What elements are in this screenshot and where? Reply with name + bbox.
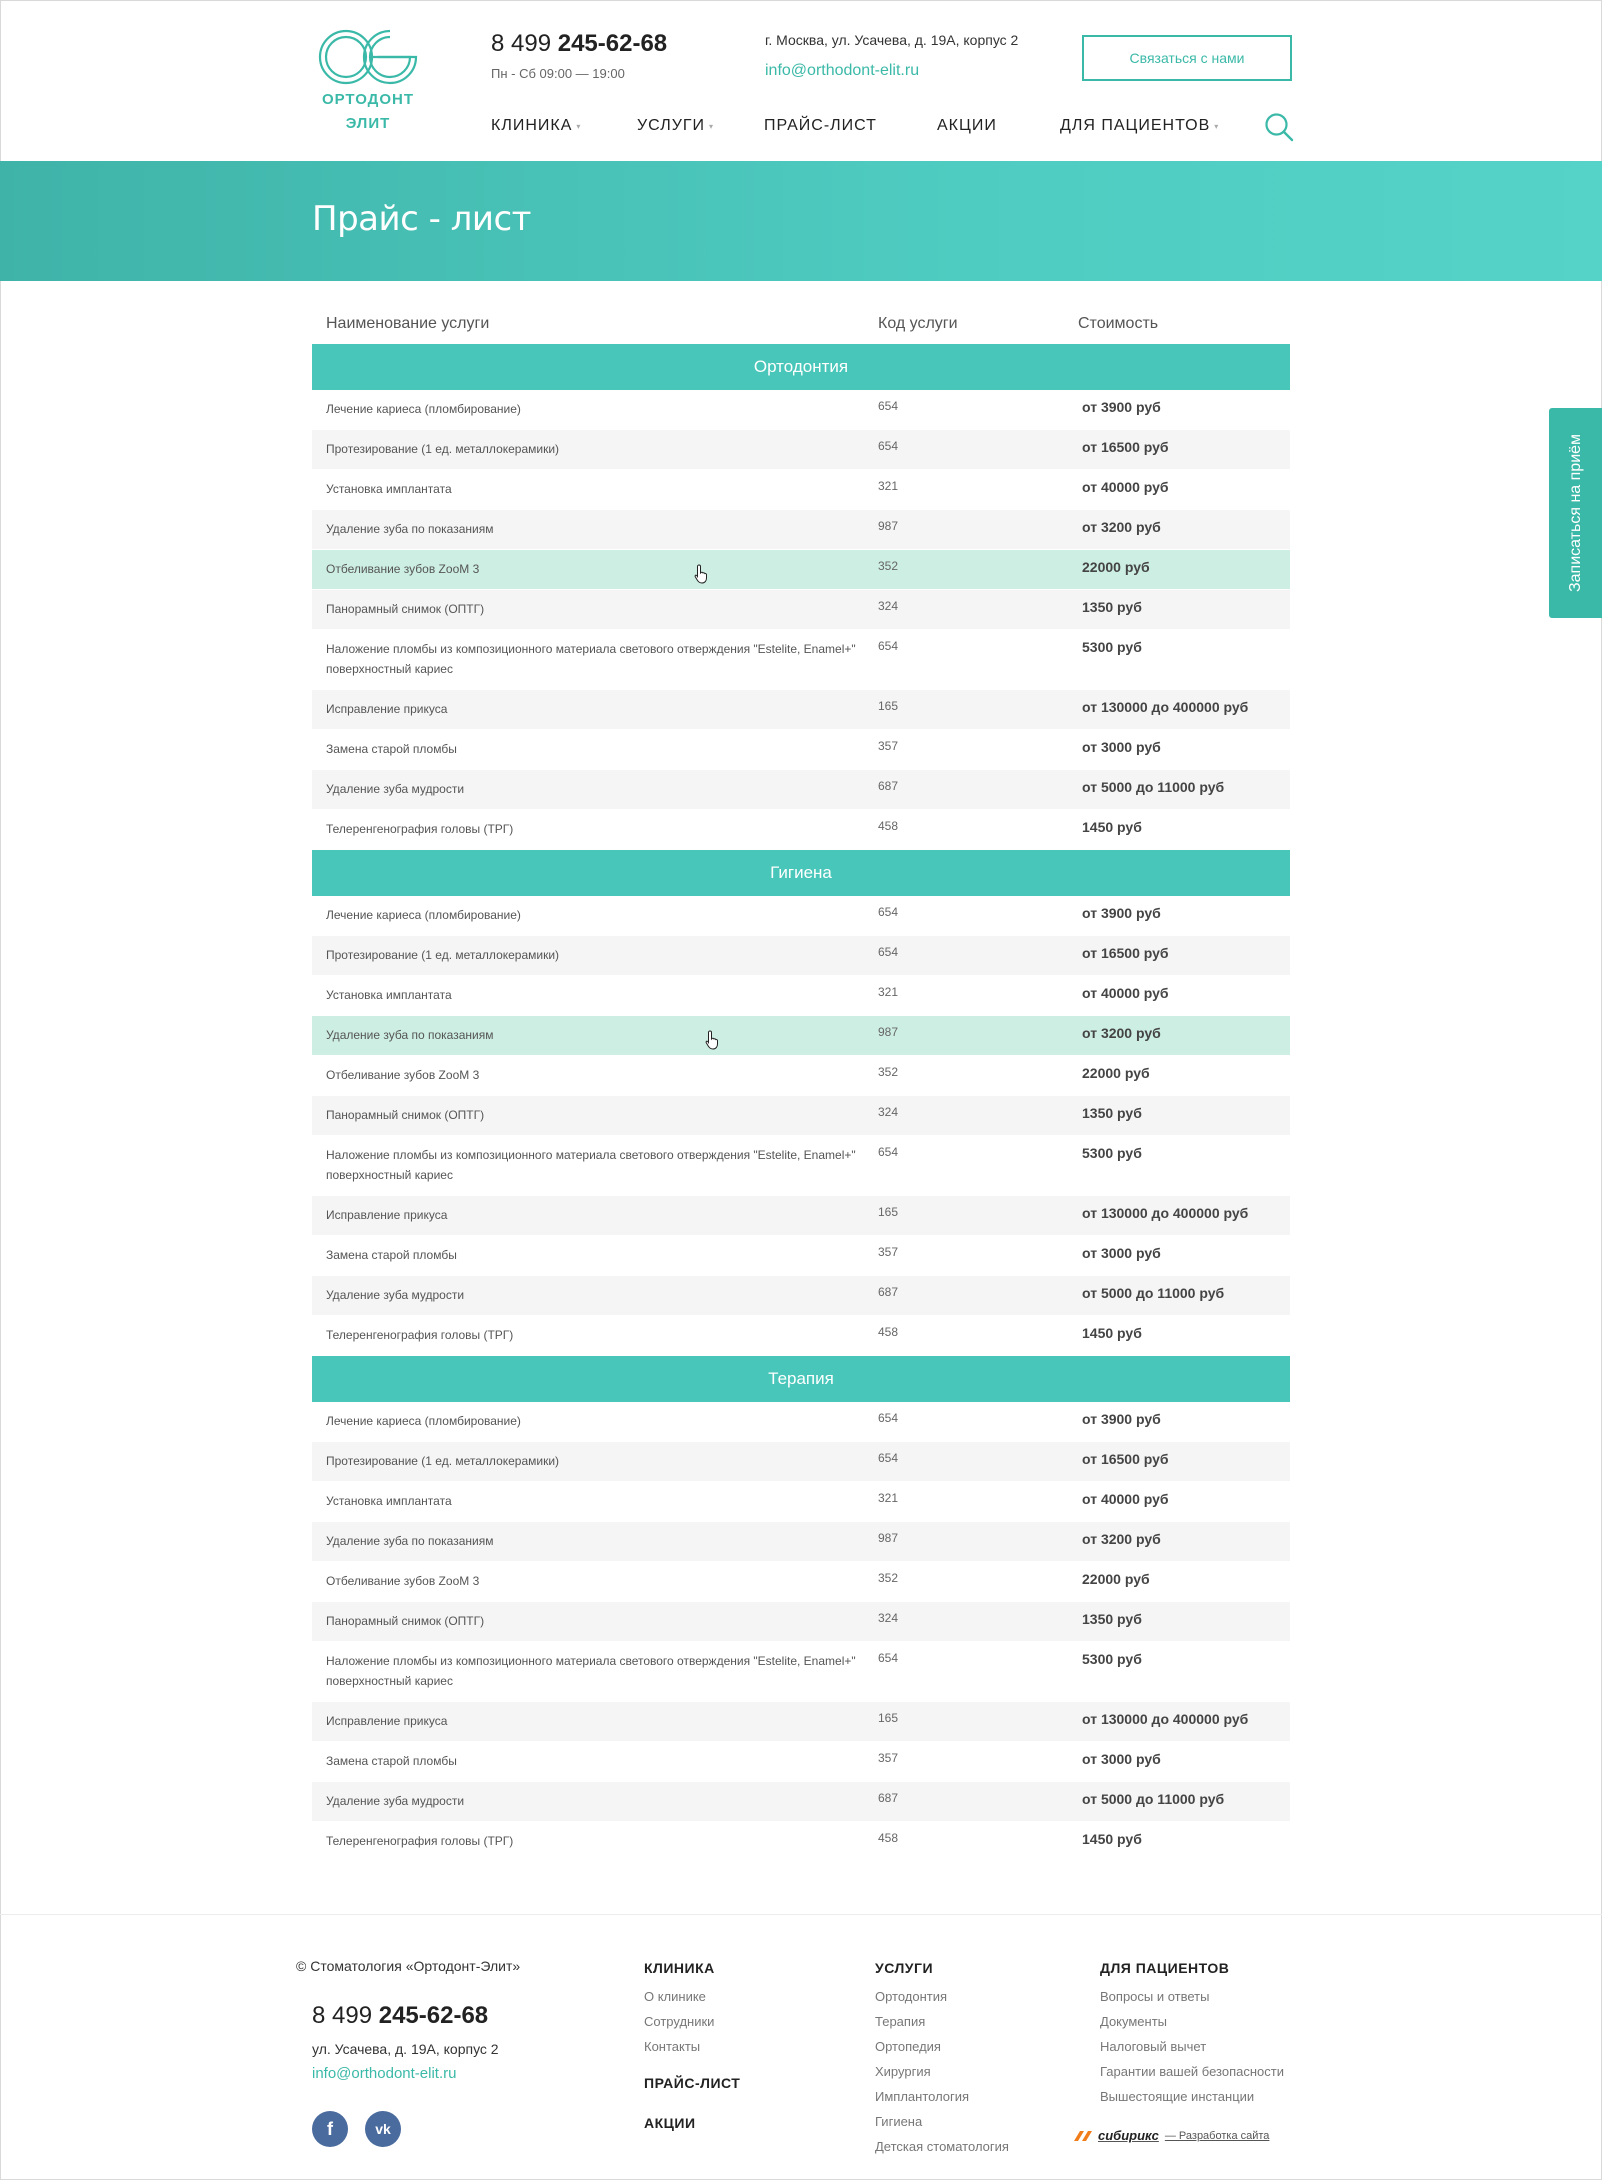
book-appointment-label: Записаться на приём	[1566, 433, 1584, 593]
footer-phone-prefix: 8 499	[312, 2002, 373, 2029]
service-price: 22000 руб	[1082, 1571, 1150, 1587]
nav-label: ДЛЯ ПАЦИЕНТОВ	[1060, 117, 1211, 134]
footer-link[interactable]: Гигиена	[875, 2114, 923, 2129]
table-row[interactable]	[312, 430, 1290, 470]
service-name: Удаление зуба мудрости	[326, 1288, 465, 1302]
footer-phone-number: 245-62-68	[378, 2002, 489, 2029]
table-row[interactable]	[312, 1482, 1290, 1522]
developer-text: — Разработка сайта	[1164, 2129, 1270, 2142]
footer-promotions-link[interactable]: АКЦИИ	[644, 2115, 696, 2131]
nav-item-patients[interactable]	[1060, 117, 1219, 135]
service-name: Панорамный снимок (ОПТГ)	[326, 602, 485, 616]
footer-link[interactable]: Вышестоящие инстанции	[1100, 2089, 1255, 2104]
table-row[interactable]	[312, 770, 1290, 810]
service-code: 987	[878, 519, 899, 533]
service-price: от 16500 руб	[1082, 945, 1169, 961]
search-icon	[1264, 112, 1294, 142]
nav-item-pricelist[interactable]	[764, 117, 937, 135]
footer-link[interactable]: Вопросы и ответы	[1100, 1989, 1210, 2004]
service-code: 987	[878, 1025, 899, 1039]
table-row[interactable]	[312, 510, 1290, 550]
nav-label: КЛИНИКА	[491, 117, 573, 134]
column-header-price: Стоимость	[1078, 314, 1159, 332]
header-address: г. Москва, ул. Усачева, д. 19А, корпус 2	[765, 32, 1019, 48]
nav-label: УСЛУГИ	[637, 117, 706, 134]
table-row[interactable]	[312, 1402, 1290, 1442]
table-row[interactable]	[312, 1056, 1290, 1096]
service-code: 324	[878, 1611, 899, 1625]
service-name: Телеренгенография головы (ТРГ)	[326, 1834, 514, 1848]
contact-us-button[interactable]: Связаться с нами	[1082, 35, 1292, 81]
service-code: 357	[878, 739, 899, 753]
footer-col-services	[875, 1960, 1009, 2159]
logo-name-line1: ОРТОДОНТ	[321, 91, 415, 108]
service-code: 324	[878, 599, 899, 613]
footer-address: ул. Усачева, д. 19А, корпус 2	[312, 2041, 499, 2057]
logo-icon	[316, 26, 420, 88]
service-price: 5300 руб	[1082, 1145, 1142, 1161]
service-price: от 3000 руб	[1082, 1751, 1161, 1767]
service-price: от 3900 руб	[1082, 399, 1161, 415]
service-price: от 3900 руб	[1082, 905, 1161, 921]
service-name: Протезирование (1 ед. металлокерамики)	[326, 1454, 560, 1468]
service-code: 352	[878, 1065, 899, 1079]
table-row[interactable]	[312, 1602, 1290, 1642]
service-name: Протезирование (1 ед. металлокерамики)	[326, 948, 560, 962]
table-row[interactable]	[312, 1642, 1290, 1702]
table-row[interactable]	[312, 896, 1290, 936]
header-phone[interactable]	[491, 30, 667, 58]
table-row[interactable]	[312, 1096, 1290, 1136]
service-price: 5300 руб	[1082, 639, 1142, 655]
table-row[interactable]	[312, 1236, 1290, 1276]
service-code: 687	[878, 1791, 899, 1805]
service-code: 321	[878, 479, 899, 493]
service-price: 1450 руб	[1082, 1831, 1142, 1847]
table-row[interactable]	[312, 470, 1290, 510]
service-name: Удаление зуба по показаниям	[326, 522, 494, 536]
service-price: от 130000 до 400000 руб	[1082, 1205, 1249, 1221]
footer-link[interactable]: Гарантии вашей безопасности	[1100, 2064, 1284, 2079]
working-hours: Пн - Сб 09:00 — 19:00	[491, 66, 625, 81]
section-rows	[312, 896, 1290, 1356]
service-name: Лечение кариеса (пломбирование)	[326, 402, 521, 416]
footer-link[interactable]: Документы	[1100, 2014, 1168, 2029]
service-code: 654	[878, 1451, 899, 1465]
service-code: 654	[878, 945, 899, 959]
page-banner	[0, 161, 1602, 281]
service-name: Лечение кариеса (пломбирование)	[326, 1414, 521, 1428]
service-name: Отбеливание зубов ZooM 3	[326, 562, 480, 576]
footer-clinic-title[interactable]: КЛИНИКА	[644, 1960, 715, 1976]
service-code: 687	[878, 779, 899, 793]
column-header-name: Наименование услуги	[326, 314, 490, 332]
phone-number: 245-62-68	[557, 30, 668, 57]
table-row[interactable]	[312, 1742, 1290, 1782]
table-row[interactable]	[312, 1442, 1290, 1482]
nav-label: ПРАЙС-ЛИСТ	[764, 117, 877, 134]
table-row[interactable]	[312, 630, 1290, 690]
service-code: 654	[878, 905, 899, 919]
footer-link[interactable]: Детская стоматология	[875, 2139, 1009, 2154]
service-price: 1350 руб	[1082, 1611, 1142, 1627]
footer-col-patients	[1100, 1960, 1284, 2109]
service-code: 165	[878, 1205, 899, 1219]
service-price: от 3200 руб	[1082, 519, 1161, 535]
service-price: 22000 руб	[1082, 1065, 1150, 1081]
service-price: от 40000 руб	[1082, 1491, 1169, 1507]
service-price: от 16500 руб	[1082, 1451, 1169, 1467]
nav-item-promotions[interactable]	[937, 117, 1060, 135]
footer-pricelist-link[interactable]: ПРАЙС-ЛИСТ	[644, 2075, 741, 2091]
service-name: Наложение пломбы из композиционного материала светового отверждения "Estelite, Enamel+" поверхностный кариес	[326, 642, 856, 676]
service-code: 987	[878, 1531, 899, 1545]
service-code: 458	[878, 1831, 899, 1845]
table-row[interactable]	[312, 1316, 1290, 1356]
footer-col-clinic	[644, 1960, 715, 2059]
service-code: 654	[878, 1651, 899, 1665]
footer-link[interactable]: О клинике	[644, 1989, 706, 2004]
column-header-code: Код услуги	[878, 314, 958, 332]
service-price: 1450 руб	[1082, 819, 1142, 835]
book-appointment-tab[interactable]	[1549, 408, 1602, 618]
service-code: 357	[878, 1245, 899, 1259]
service-code: 654	[878, 1145, 899, 1159]
nav-item-services[interactable]	[637, 117, 764, 135]
chevron-down-icon: ▾	[1214, 121, 1220, 131]
service-name: Установка имплантата	[326, 482, 452, 496]
service-price: от 3000 руб	[1082, 739, 1161, 755]
service-code: 357	[878, 1751, 899, 1765]
logo-name-line2: ЭЛИТ	[345, 115, 391, 132]
table-row[interactable]	[312, 1016, 1290, 1056]
service-price: 5300 руб	[1082, 1651, 1142, 1667]
table-row[interactable]	[312, 810, 1290, 850]
table-row[interactable]	[312, 690, 1290, 730]
section-header: Ортодонтия	[312, 344, 1290, 390]
service-name: Исправление прикуса	[326, 1714, 448, 1728]
price-table	[312, 303, 1290, 1862]
service-code: 654	[878, 439, 899, 453]
service-code: 321	[878, 1491, 899, 1505]
service-name: Лечение кариеса (пломбирование)	[326, 908, 521, 922]
service-name: Отбеливание зубов ZooM 3	[326, 1574, 480, 1588]
service-name: Замена старой пломбы	[326, 1248, 457, 1262]
service-name: Наложение пломбы из композиционного материала светового отверждения "Estelite, Enamel+" поверхностный кариес	[326, 1148, 856, 1182]
service-code: 654	[878, 1411, 899, 1425]
table-row[interactable]	[312, 1136, 1290, 1196]
service-price: от 40000 руб	[1082, 479, 1169, 495]
service-name: Удаление зуба по показаниям	[326, 1028, 494, 1042]
service-price: от 5000 до 11000 руб	[1082, 779, 1225, 795]
service-name: Отбеливание зубов ZooM 3	[326, 1068, 480, 1082]
vk-icon[interactable]: vk	[365, 2111, 401, 2147]
header-email-link[interactable]: info@orthodont-elit.ru	[765, 62, 920, 79]
service-code: 321	[878, 985, 899, 999]
footer-divider	[0, 1914, 1602, 1915]
service-code: 324	[878, 1105, 899, 1119]
section-rows	[312, 390, 1290, 850]
service-name: Удаление зуба по показаниям	[326, 1534, 494, 1548]
footer-link[interactable]: Налоговый вычет	[1100, 2039, 1207, 2054]
sibirix-logo-icon	[1072, 2129, 1094, 2143]
developer-credit[interactable]	[1072, 2128, 1269, 2143]
table-row[interactable]	[312, 590, 1290, 630]
service-name: Наложение пломбы из композиционного материала светового отверждения "Estelite, Enamel+" поверхностный кариес	[326, 1654, 856, 1688]
main-nav	[491, 117, 1219, 135]
service-name: Телеренгенография головы (ТРГ)	[326, 1328, 514, 1342]
table-row[interactable]	[312, 550, 1290, 590]
footer-link[interactable]: Имплантология	[875, 2089, 970, 2104]
table-row[interactable]	[312, 1562, 1290, 1602]
service-name: Протезирование (1 ед. металлокерамики)	[326, 442, 560, 456]
service-price: от 3200 руб	[1082, 1531, 1161, 1547]
section-rows	[312, 1402, 1290, 1862]
service-name: Панорамный снимок (ОПТГ)	[326, 1108, 485, 1122]
service-name: Панорамный снимок (ОПТГ)	[326, 1614, 485, 1628]
section-header: Гигиена	[312, 850, 1290, 896]
service-code: 352	[878, 1571, 899, 1585]
table-header	[312, 303, 1290, 344]
nav-item-clinic[interactable]	[491, 117, 637, 135]
footer-copyright: © Стоматология «Ортодонт-Элит»	[296, 1958, 521, 1974]
table-row[interactable]	[312, 1522, 1290, 1562]
table-row[interactable]	[312, 730, 1290, 770]
table-body	[312, 344, 1290, 1862]
table-row[interactable]	[312, 1822, 1290, 1862]
service-price: от 5000 до 11000 руб	[1082, 1285, 1225, 1301]
footer-link[interactable]: Терапия	[875, 2014, 926, 2029]
page-title: Прайс - лист	[312, 199, 531, 239]
logo[interactable]	[308, 26, 428, 136]
footer-link[interactable]: Ортодонтия	[875, 1989, 948, 2004]
service-price: 1450 руб	[1082, 1325, 1142, 1341]
phone-prefix: 8 499	[491, 30, 552, 57]
developer-brand: сибирикс	[1098, 2128, 1159, 2143]
footer-email-link[interactable]: info@orthodont-elit.ru	[312, 2065, 457, 2082]
service-code: 352	[878, 559, 899, 573]
chevron-down-icon: ▾	[709, 121, 715, 131]
service-name: Исправление прикуса	[326, 702, 448, 716]
service-code: 165	[878, 699, 899, 713]
service-code: 654	[878, 399, 899, 413]
service-price: от 16500 руб	[1082, 439, 1169, 455]
table-row[interactable]	[312, 1196, 1290, 1236]
service-price: от 130000 до 400000 руб	[1082, 1711, 1249, 1727]
table-row[interactable]	[312, 936, 1290, 976]
service-code: 654	[878, 639, 899, 653]
service-price: от 5000 до 11000 руб	[1082, 1791, 1225, 1807]
footer-patients-title[interactable]: ДЛЯ ПАЦИЕНТОВ	[1100, 1960, 1230, 1976]
table-row[interactable]	[312, 1782, 1290, 1822]
service-name: Установка имплантата	[326, 988, 452, 1002]
service-price: 1350 руб	[1082, 1105, 1142, 1121]
service-price: от 40000 руб	[1082, 985, 1169, 1001]
footer-link[interactable]: Контакты	[644, 2039, 701, 2054]
footer-phone[interactable]	[312, 2002, 488, 2030]
service-price: 1350 руб	[1082, 599, 1142, 615]
service-price: от 3900 руб	[1082, 1411, 1161, 1427]
table-row[interactable]	[312, 976, 1290, 1016]
service-name: Замена старой пломбы	[326, 742, 457, 756]
service-name: Удаление зуба мудрости	[326, 782, 465, 796]
service-code: 165	[878, 1711, 899, 1725]
section-header: Терапия	[312, 1356, 1290, 1402]
footer-services-title[interactable]: УСЛУГИ	[875, 1960, 934, 1976]
nav-label: АКЦИИ	[937, 117, 997, 134]
service-price: от 3000 руб	[1082, 1245, 1161, 1261]
chevron-down-icon: ▾	[576, 121, 582, 131]
service-code: 458	[878, 1325, 899, 1339]
service-name: Удаление зуба мудрости	[326, 1794, 465, 1808]
service-name: Установка имплантата	[326, 1494, 452, 1508]
service-price: от 3200 руб	[1082, 1025, 1161, 1041]
footer-link[interactable]: Ортопедия	[875, 2039, 941, 2054]
table-row[interactable]	[312, 1276, 1290, 1316]
search-button[interactable]	[1264, 112, 1294, 142]
footer-link[interactable]: Хирургия	[875, 2064, 931, 2079]
service-name: Телеренгенография головы (ТРГ)	[326, 822, 514, 836]
service-code: 687	[878, 1285, 899, 1299]
footer-link[interactable]: Сотрудники	[644, 2014, 715, 2029]
service-code: 458	[878, 819, 899, 833]
service-price: 22000 руб	[1082, 559, 1150, 575]
service-name: Исправление прикуса	[326, 1208, 448, 1222]
service-price: от 130000 до 400000 руб	[1082, 699, 1249, 715]
table-row[interactable]	[312, 390, 1290, 430]
table-row[interactable]	[312, 1702, 1290, 1742]
service-name: Замена старой пломбы	[326, 1754, 457, 1768]
facebook-icon[interactable]: f	[312, 2111, 348, 2147]
